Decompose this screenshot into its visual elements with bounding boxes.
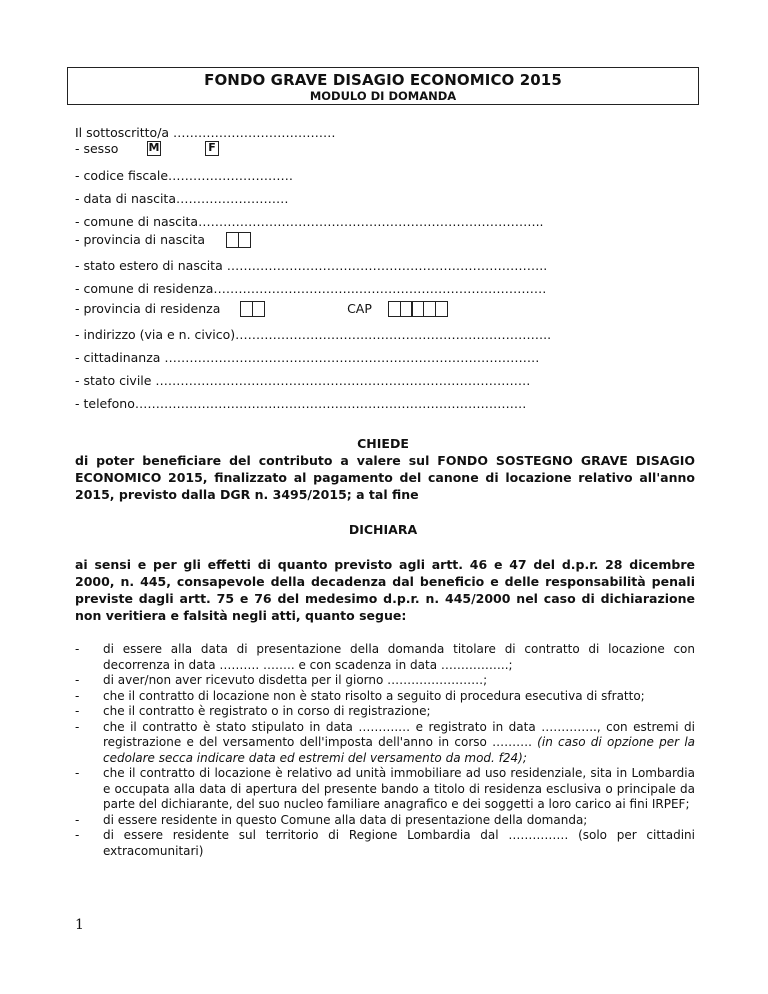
cap-boxes[interactable] <box>388 301 448 317</box>
field-stato-estero[interactable]: - stato estero di nascita ………………………………………………………………….. <box>75 258 548 273</box>
list-item-text: che il contratto di locazione è relativo ad unità immobiliare ad uso residenziale, sita in Lombardia e occupata alla data di apertura del presente bando a titolo di residenza esclusiva o principale da parte del dichiarante, del suo nucleo familiare anagrafico e dei soggetti a loro carico ai fini IRPEF; <box>103 766 695 811</box>
bullet-dash: - <box>75 688 80 703</box>
field-data-nascita[interactable]: - data di nascita……………………… <box>75 191 289 206</box>
field-provincia-nascita[interactable] <box>75 232 251 248</box>
field-provincia-nascita-label: - provincia di nascita <box>75 232 206 247</box>
bullet-dash: - <box>75 704 80 718</box>
bullet-dash: - <box>75 812 80 827</box>
list-item-italic-note: (in caso di opzione per la cedolare secca indicare data ed estremi del versamento da mod. f24); <box>103 735 696 765</box>
provincia-nascita-boxes[interactable] <box>226 232 251 248</box>
field-sesso-label: - sesso <box>75 141 119 156</box>
field-sottoscritto[interactable]: Il sottoscritto/a ………………………………… <box>75 125 336 140</box>
list-item <box>75 720 695 767</box>
field-provincia-residenza-label: - provincia di residenza <box>75 301 221 316</box>
list-item-text: che il contratto è stato stipulato in data ……….… e registrato in data ………….., con estremi di registrazione e del versamento dell'imposta dell'anno in corso ………. <box>103 719 695 749</box>
field-comune-residenza[interactable]: - comune di residenza……………………………..……………………………………… <box>75 281 547 296</box>
page-number: 1 <box>75 917 84 933</box>
list-item-text: di essere residente sul territorio di Regione Lombardia dal …………… (solo per cittadini extracomunitari) <box>103 828 695 858</box>
provincia-residenza-boxes[interactable] <box>240 301 265 317</box>
list-item <box>75 828 695 859</box>
field-provincia-residenza[interactable] <box>75 301 448 317</box>
char-box[interactable] <box>252 301 265 317</box>
document-subtitle: MODULO DI DOMANDA <box>309 89 457 103</box>
checkbox-sesso-m[interactable]: M <box>148 141 160 154</box>
title-box <box>67 67 699 105</box>
list-item <box>75 813 695 829</box>
field-codice-fiscale[interactable]: - codice fiscale………………………… <box>75 168 294 183</box>
chiede-heading: CHIEDE <box>357 436 409 451</box>
dichiara-heading: DICHIARA <box>348 522 418 537</box>
list-item-text: che il contratto è registrato o in corso di registrazione; <box>103 704 431 718</box>
chiede-text: di poter beneficiare del contributo a valere sul FONDO SOSTEGNO GRAVE DISAGIO ECONOMICO 2015, finalizzato al pagamento del canone di locazione relativo all'anno 2015, previsto dalla DGR n. 3495/2015; a tal fine <box>75 453 695 502</box>
list-item <box>75 704 695 720</box>
list-item <box>75 673 695 689</box>
char-box[interactable] <box>435 301 448 317</box>
field-cap-label: CAP <box>347 301 372 316</box>
char-box[interactable] <box>238 232 251 248</box>
bullet-dash: - <box>75 828 80 842</box>
bullet-dash: - <box>75 673 80 687</box>
bullet-dash: - <box>75 719 80 734</box>
bullet-dash: - <box>75 642 80 656</box>
field-cittadinanza[interactable]: - cittadinanza ……………………………………………………………………………… <box>75 350 540 365</box>
list-item <box>75 766 695 813</box>
field-stato-civile[interactable]: - stato civile ……………………………………………………………………………… <box>75 373 531 388</box>
bullet-dash: - <box>75 766 80 780</box>
dichiarazioni-list <box>75 642 695 859</box>
list-item <box>75 689 695 705</box>
list-item-text: di aver/non aver ricevuto disdetta per il giorno ……………………; <box>103 673 488 687</box>
dichiara-text: ai sensi e per gli effetti di quanto previsto agli artt. 46 e 47 del d.p.r. 28 dicembre 2000, n. 445, consapevole della decadenza dal beneficio e delle responsabilità penali previste dagli artt. 75 e 76 del medesimo d.p.r. n. 445/2000 nel caso di dichiarazione non veritiera e falsità negli atti, quanto segue: <box>75 557 695 623</box>
field-comune-nascita[interactable]: - comune di nascita……………………………………………………………………….. <box>75 214 544 229</box>
list-item-text: che il contratto di locazione non è stato risolto a seguito di procedura esecutiva di sfratto; <box>103 688 645 703</box>
field-indirizzo[interactable]: - indirizzo (via e n. civico)…………………………..…………………………………….. <box>75 327 552 342</box>
checkbox-sesso-f[interactable]: F <box>205 141 219 156</box>
list-item-text: di essere residente in questo Comune alla data di presentazione della domanda; <box>103 812 588 827</box>
list-item <box>75 642 695 673</box>
field-telefono[interactable]: - telefono…………………………….…………………………………………………… <box>75 396 527 411</box>
document-title: FONDO GRAVE DISAGIO ECONOMICO 2015 <box>204 71 562 89</box>
list-item-text: di essere alla data di presentazione della domanda titolare di contratto di locazione con decorrenza in data ………. …….. e con scadenza in data ……………..; <box>103 642 695 672</box>
